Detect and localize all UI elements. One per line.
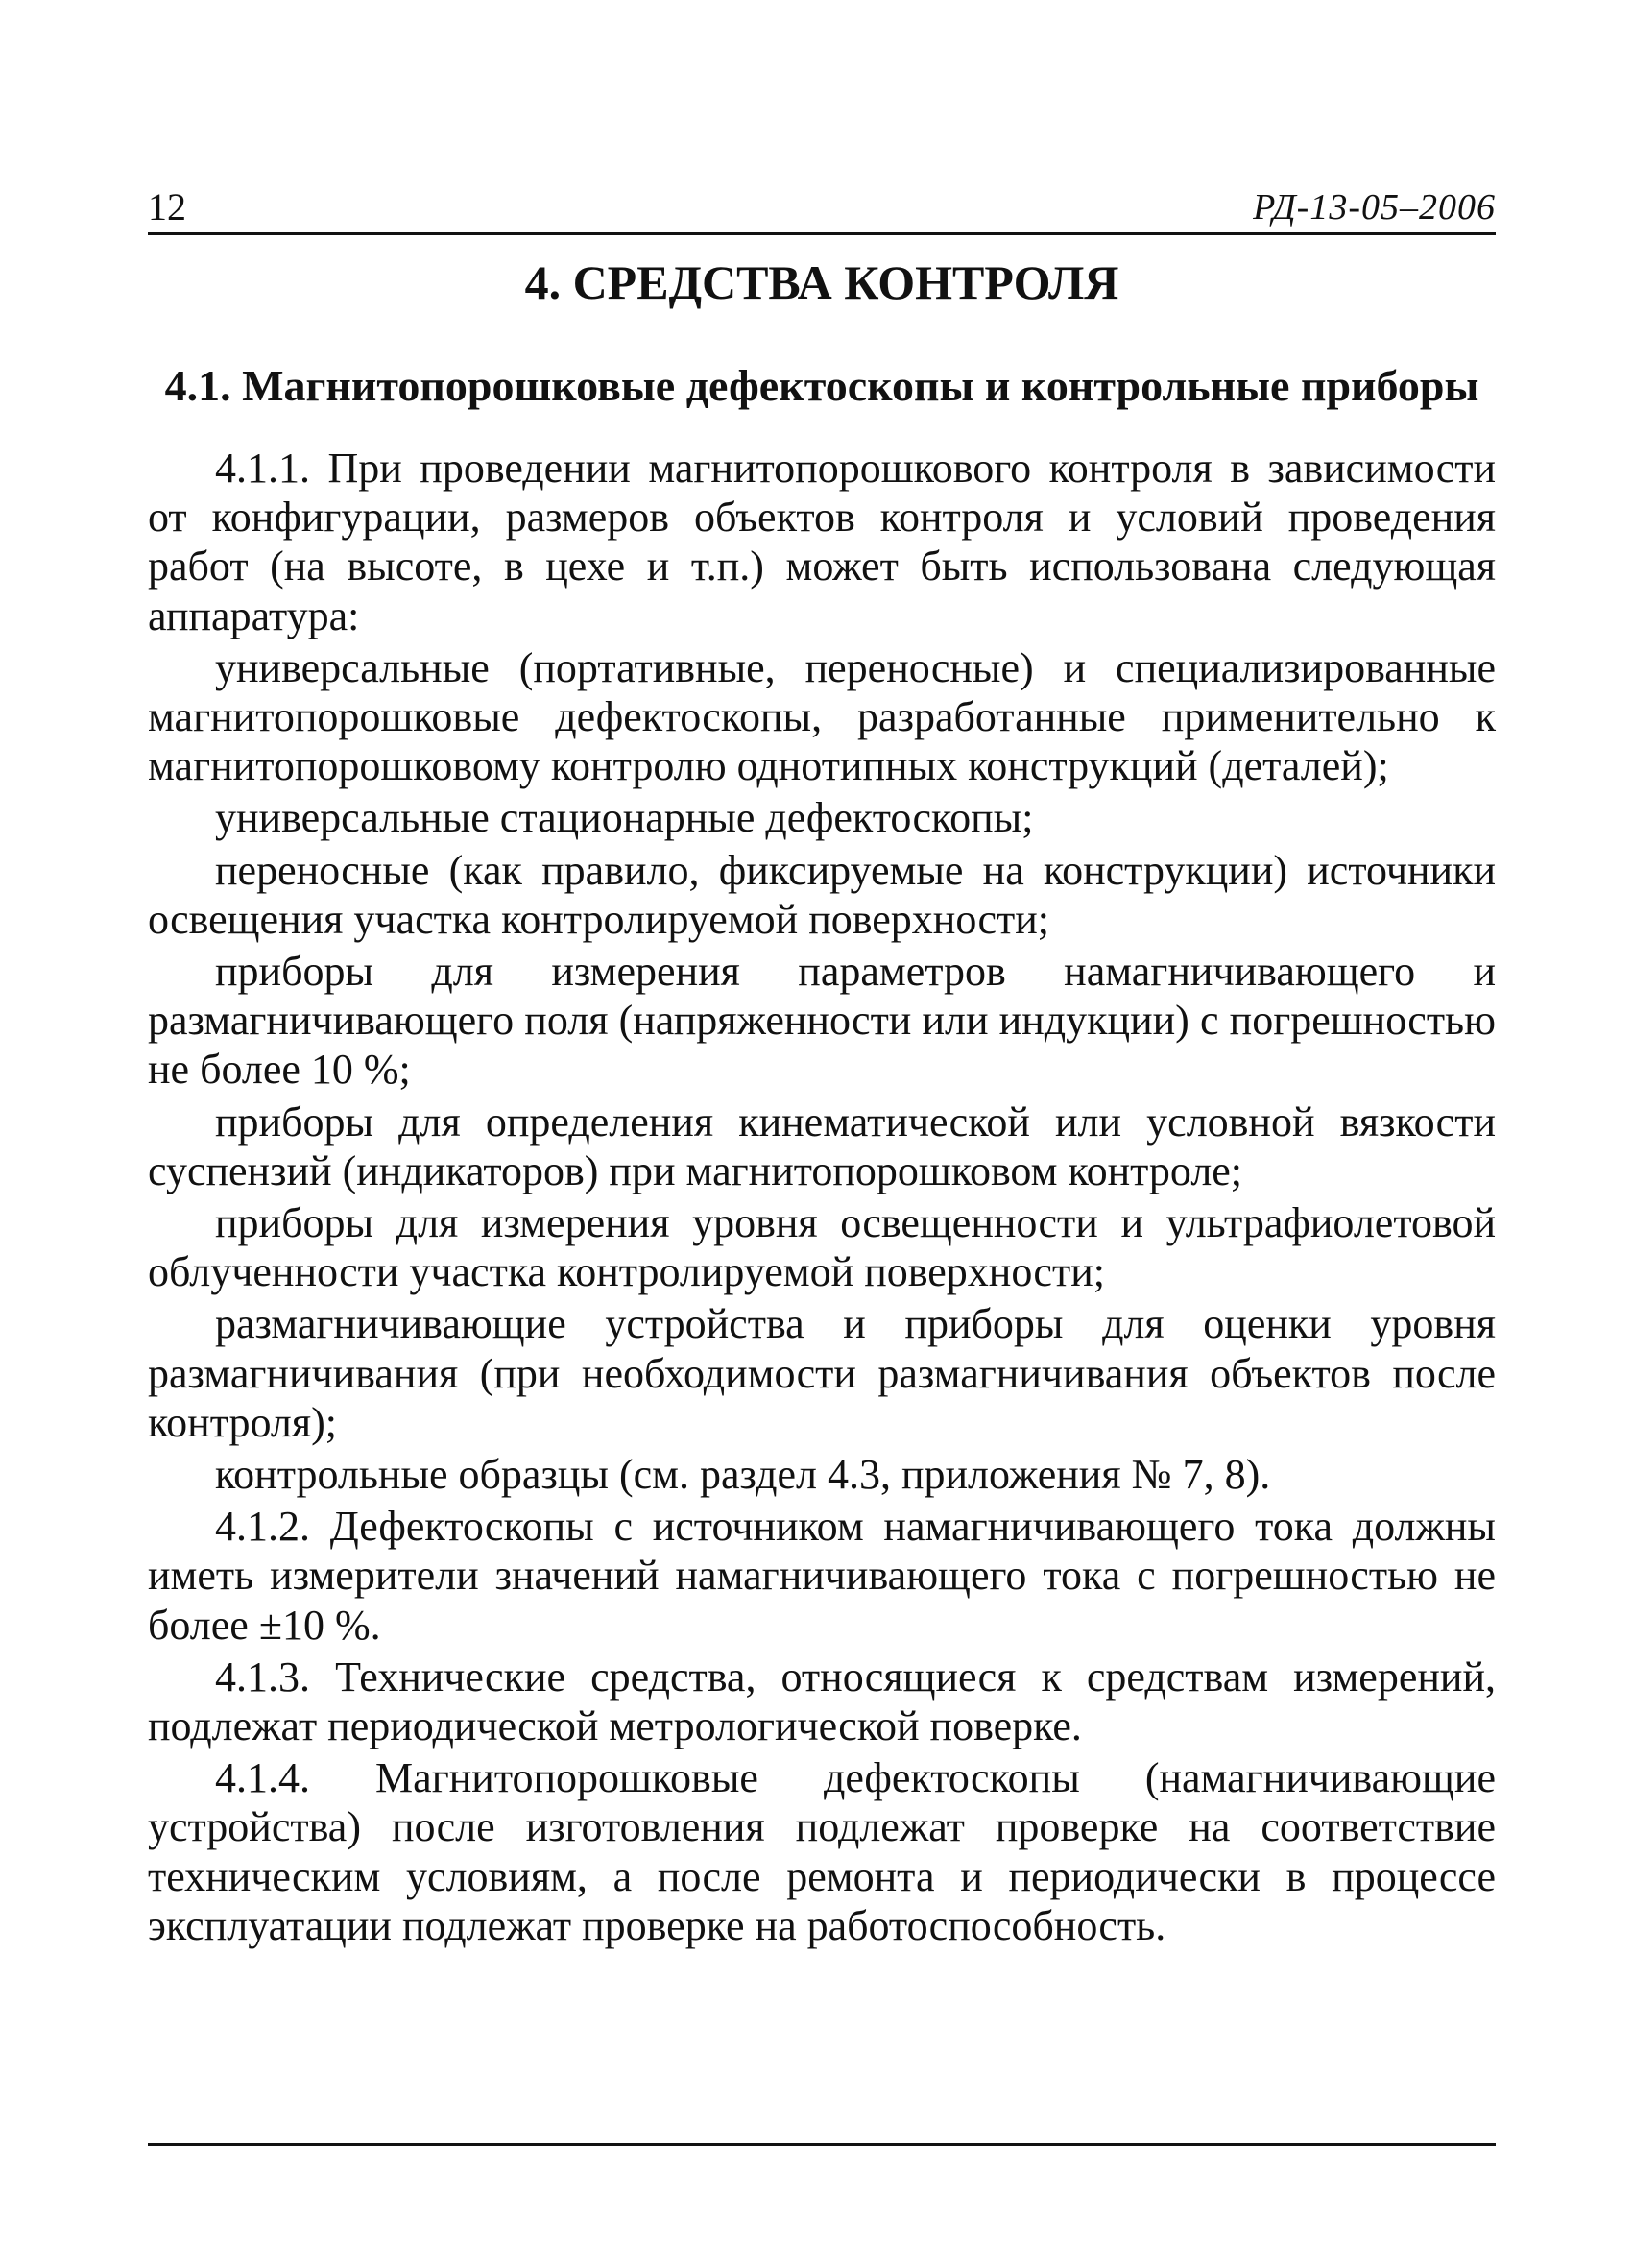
list-item-universal-defectoscopes: универсальные (портативные, переносные) и специализированные магнитопорошковые дефектоскопы, разработанные применительно к магнитопорошковому контролю однотипных конструкций (деталей);: [148, 643, 1496, 790]
body-text: [148, 444, 1496, 1953]
subsection-title: 4.1. Магнитопорошковые дефектоскопы и контрольные приборы: [164, 361, 1479, 410]
list-item-field-meters: приборы для измерения параметров намагничивающего и размагничивающего поля (напряженности или индукции) с погрешностью не более 10 %;: [148, 948, 1496, 1094]
paragraph-4-1-3: 4.1.3. Технические средства, относящиеся к средствам измерений, подлежат периодической метрологической поверке.: [148, 1653, 1496, 1750]
list-item-illumination-meters: приборы для измерения уровня освещенности и ультрафиолетовой облученности участка контролируемой поверхности;: [148, 1199, 1496, 1296]
paragraph-4-1-2: 4.1.2. Дефектоскопы с источником намагничивающего тока должны иметь измерители значений намагничивающего тока с погрешностью не более ±10 %.: [148, 1503, 1496, 1649]
section-title: 4. СРЕДСТВА КОНТРОЛЯ: [524, 255, 1119, 309]
list-item-light-sources: переносные (как правило, фиксируемые на конструкции) источники освещения участка контролируемой поверхности;: [148, 846, 1496, 943]
paragraph-4-1-1: 4.1.1. При проведении магнитопорошкового контроля в зависимости от конфигурации, размеров объектов контроля и условий проведения работ (на высоте, в цехе и т.п.) может быть использована следующая аппаратура:: [148, 445, 1496, 639]
list-item-stationary-defectoscopes: универсальные стационарные дефектоскопы;: [215, 794, 1034, 842]
page-number: 12: [148, 185, 186, 229]
page-header: [148, 182, 1496, 235]
document-code: РД-13-05–2006: [1253, 187, 1496, 228]
list-item-viscosity-meters: приборы для определения кинематической или условной вязкости суспензий (индикаторов) при магнитопорошковом контроле;: [148, 1098, 1496, 1194]
list-item-demagnetizers: размагничивающие устройства и приборы для оценки уровня размагничивания (при необходимости размагничивания объектов после контроля);: [148, 1300, 1496, 1446]
paragraph-4-1-4: 4.1.4. Магнитопорошковые дефектоскопы (намагничивающие устройства) после изготовления подлежат проверке на соответствие техническим условиям, а после ремонта и периодически в процессе эксплуатации подлежат проверке на работоспособность.: [148, 1754, 1496, 1949]
footer-rule: [148, 2143, 1496, 2146]
list-item-reference-samples: контрольные образцы (см. раздел 4.3, приложения № 7, 8).: [215, 1451, 1271, 1499]
